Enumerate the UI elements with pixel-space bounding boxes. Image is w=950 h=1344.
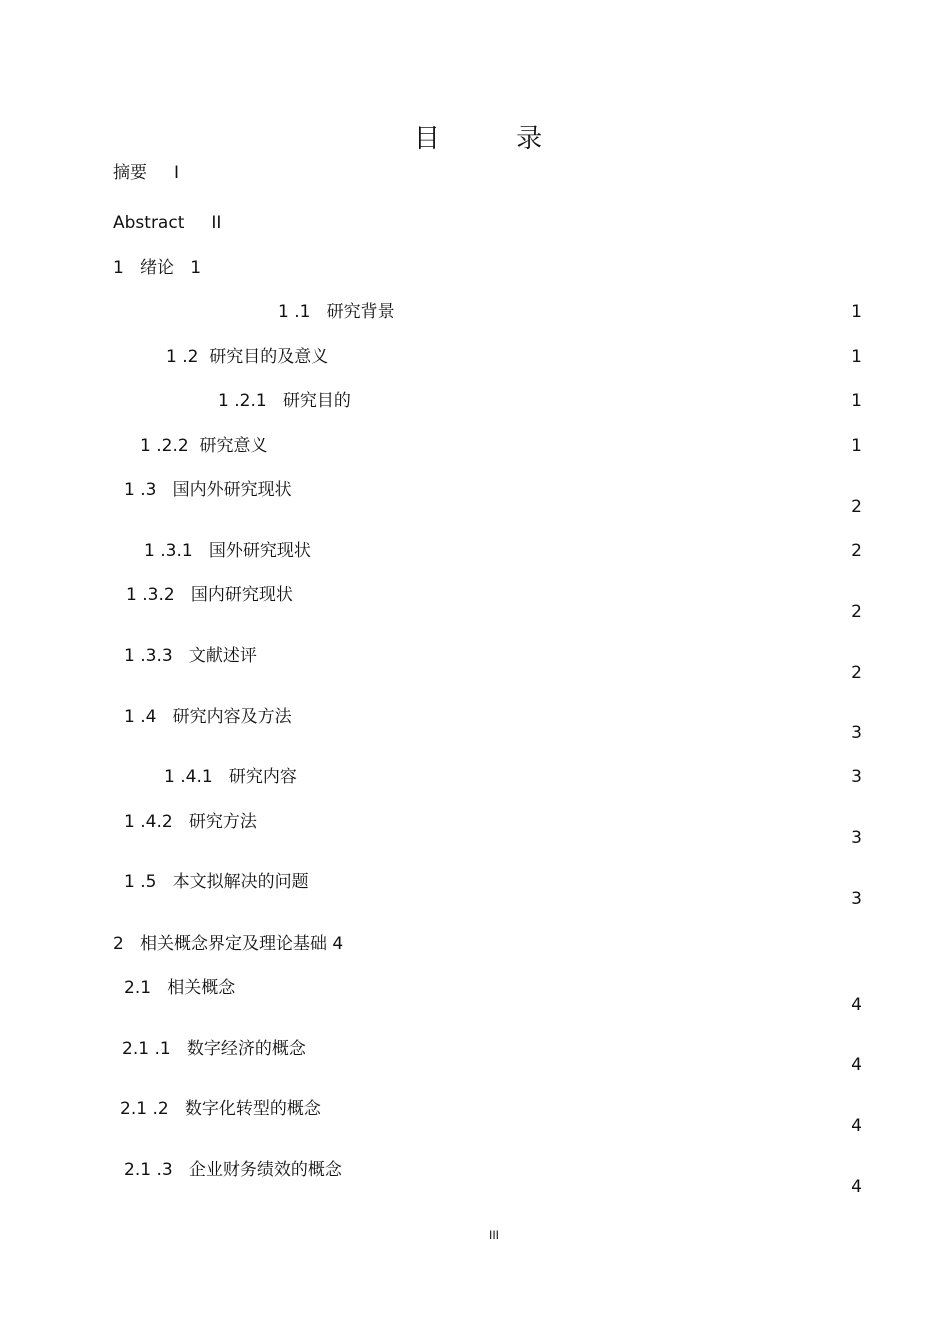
toc-entry-1-3[interactable]: 1 .3 国内外研究现状 <box>124 480 292 500</box>
toc-entry-1-3-2[interactable]: 1 .3.2 国内研究现状 <box>126 585 293 605</box>
toc-page-2-1-2: 4 <box>851 1116 862 1136</box>
toc-entry-2-1-2[interactable]: 2.1 .2 数字化转型的概念 <box>120 1099 321 1119</box>
toc-entry-abstract-en[interactable]: Abstract II <box>113 213 222 233</box>
toc-page-2-1-3: 4 <box>851 1177 862 1197</box>
toc-entry-1-3-3[interactable]: 1 .3.3 文献述评 <box>124 646 257 666</box>
toc-entry-1-3-1[interactable]: 1 .3.1 国外研究现状 <box>144 541 311 561</box>
page-number-footer: III <box>488 1228 499 1242</box>
toc-page-1-4-1: 3 <box>851 767 862 787</box>
toc-entry-1-1[interactable]: 1 .1 研究背景 <box>278 302 395 322</box>
toc-page-1-3: 2 <box>851 497 862 517</box>
toc-title: 目 录 <box>413 124 577 154</box>
toc-page-1-2: 1 <box>851 347 862 367</box>
toc-page-2-1-1: 4 <box>851 1055 862 1075</box>
toc-entry-1-5[interactable]: 1 .5 本文拟解决的问题 <box>124 872 309 892</box>
toc-page-1-3-3: 2 <box>851 663 862 683</box>
toc-page-1-2-1: 1 <box>851 391 862 411</box>
toc-page-1-1: 1 <box>851 302 862 322</box>
toc-entry-2-1-1[interactable]: 2.1 .1 数字经济的概念 <box>122 1039 306 1059</box>
toc-page-1-3-1: 2 <box>851 541 862 561</box>
toc-entry-abstract-cn[interactable]: 摘要 I <box>113 163 180 183</box>
toc-page-1-5: 3 <box>851 889 862 909</box>
toc-entry-1-4[interactable]: 1 .4 研究内容及方法 <box>124 707 292 727</box>
toc-page-2-1: 4 <box>851 995 862 1015</box>
toc-entry-1-4-1[interactable]: 1 .4.1 研究内容 <box>164 767 297 787</box>
toc-entry-chapter-1[interactable]: 1 绪论 1 <box>113 258 202 278</box>
toc-entry-1-2[interactable]: 1 .2 研究目的及意义 <box>166 347 329 367</box>
toc-entry-1-4-2[interactable]: 1 .4.2 研究方法 <box>124 812 257 832</box>
toc-entry-1-2-1[interactable]: 1 .2.1 研究目的 <box>218 391 351 411</box>
toc-page-1-3-2: 2 <box>851 602 862 622</box>
toc-entry-chapter-2[interactable]: 2 相关概念界定及理论基础 4 <box>113 934 344 954</box>
toc-page-1-4-2: 3 <box>851 828 862 848</box>
toc-entry-2-1-3[interactable]: 2.1 .3 企业财务绩效的概念 <box>124 1160 342 1180</box>
toc-page-1-4: 3 <box>851 723 862 743</box>
toc-entry-1-2-2[interactable]: 1 .2.2 研究意义 <box>140 436 268 456</box>
toc-page-1-2-2: 1 <box>851 436 862 456</box>
toc-entry-2-1[interactable]: 2.1 相关概念 <box>124 978 236 998</box>
